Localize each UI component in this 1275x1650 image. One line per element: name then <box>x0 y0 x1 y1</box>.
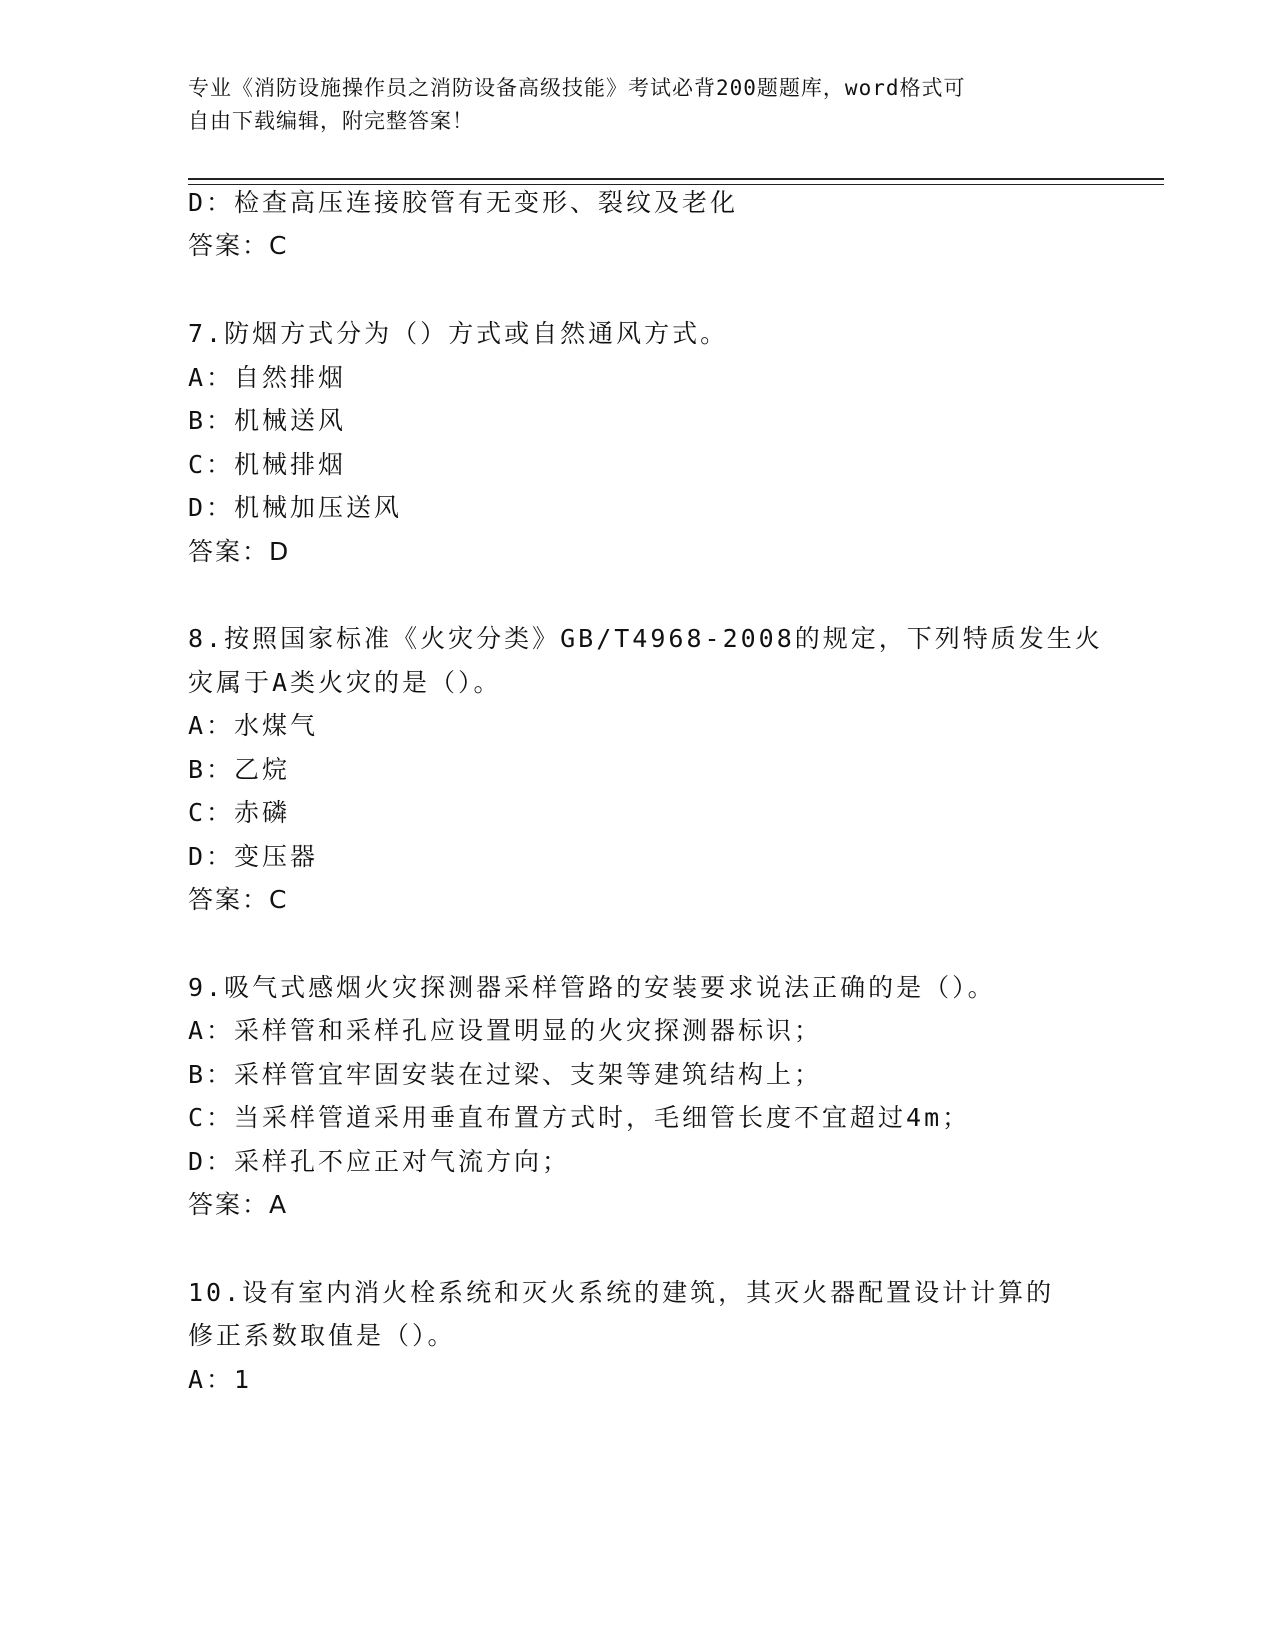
question-8-text-line-2: 灾属于A类火灾的是（）。 <box>188 668 502 697</box>
header-title-line-1: 专业《消防设施操作员之消防设备高级技能》考试必背200题题库，word格式可 <box>188 76 966 100</box>
question-8-text-line-1: 8.按照国家标准《火灾分类》GB/T4968-2008的规定，下列特质发生火 <box>188 624 1103 653</box>
question-7-answer: 答案：D <box>188 537 291 566</box>
question-7-option-b: B：机械送风 <box>188 406 347 435</box>
question-8-answer: 答案：C <box>188 885 289 914</box>
question-9-option-c: C：当采样管道采用垂直布置方式时，毛细管长度不宜超过4m； <box>188 1103 971 1132</box>
question-9-text: 9.吸气式感烟火灾探测器采样管路的安装要求说法正确的是（）。 <box>188 973 996 1002</box>
question-8-option-b: B：乙烷 <box>188 755 291 784</box>
question-10-text-line-2: 修正系数取值是（）。 <box>188 1321 456 1350</box>
question-7-option-a: A：自然排烟 <box>188 363 347 392</box>
prev-question-answer: 答案：C <box>188 231 289 260</box>
question-7-text: 7.防烟方式分为（）方式或自然通风方式。 <box>188 319 729 348</box>
question-10-option-a: A：1 <box>188 1365 253 1394</box>
question-10-text-line-1: 10.设有室内消火栓系统和灭火系统的建筑，其灭火器配置设计计算的 <box>188 1278 1055 1307</box>
header-title-line-2: 自由下载编辑，附完整答案！ <box>188 109 474 133</box>
header-divider-thick <box>188 178 1164 180</box>
question-9-answer: 答案：A <box>188 1190 289 1219</box>
question-9-option-a: A：采样管和采样孔应设置明显的火灾探测器标识； <box>188 1016 823 1045</box>
prev-question-option-d: D：检查高压连接胶管有无变形、裂纹及老化 <box>188 188 739 217</box>
question-9-option-b: B：采样管宜牢固安装在过梁、支架等建筑结构上； <box>188 1060 823 1089</box>
header-divider-thin <box>188 184 1164 185</box>
question-7-option-d: D：机械加压送风 <box>188 493 403 522</box>
question-9-option-d: D：采样孔不应正对气流方向； <box>188 1147 571 1176</box>
question-8-option-d: D：变压器 <box>188 842 319 871</box>
question-8-option-c: C：赤磷 <box>188 798 291 827</box>
question-7-option-c: C：机械排烟 <box>188 450 347 479</box>
document-header <box>188 72 1088 138</box>
question-8-option-a: A：水煤气 <box>188 711 319 740</box>
